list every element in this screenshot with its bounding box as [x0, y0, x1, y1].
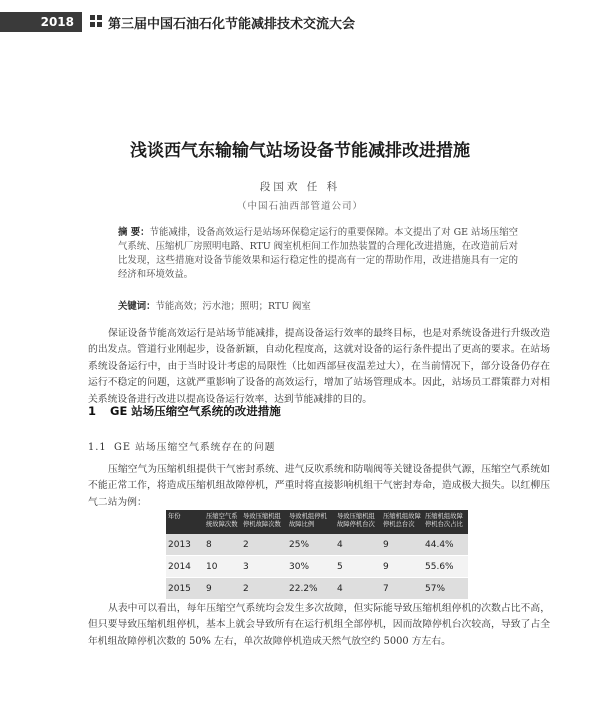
section-1-title: GE 站场压缩空气系统的改进措施 [110, 404, 281, 418]
table-cell: 7 [381, 578, 423, 600]
keywords [118, 298, 518, 312]
paper-authors: 段国欢 任 科 [259, 181, 341, 193]
fault-statistics-table [166, 510, 468, 600]
table-row [166, 534, 468, 556]
table-header-cell: 压缩机组故障停机台次占比 [423, 510, 468, 534]
table-cell: 22.2% [287, 578, 335, 600]
grid-icon [90, 15, 104, 29]
table-cell: 4 [335, 578, 381, 600]
intro-paragraph: 保证设备节能高效运行是站场节能减排，提高设备运行效率的最终目标，也是对系统设备进行升级改造的出发点。管道行业刚起步，设备新颖，自动化程度高，这就对设备的运行条件提出了更高的要求。在站场系统设备运行中，由于当时设计考虑的局限性（比如西部昼夜温差过大），在当前情况下，部分设备仍存在运行不稳定的问题，这就严重影响了设备的高效运行，增加了站场管理成本。因此，站场员工群策群力对相关系统设备进行改进以提高设备运行效率，达到节能减排的目的。 [88, 328, 550, 405]
after-table-paragraph: 从表中可以看出，每年压缩空气系统均会发生多次故障，但实际能导致压缩机组停机的次数占比不高，但只要导致压缩机组停机，基本上就会导致所有在运行机组全部停机，因而故障停机台次较高，导致了占全年机组故障停机次数的 50% 左右，单次故障停机造成天然气放空约 5000 方左右。 [88, 603, 550, 647]
table-cell: 2014 [166, 556, 204, 578]
paper-affiliation: （中国石油西部管道公司） [236, 201, 363, 212]
table-cell: 44.4% [423, 534, 468, 556]
table-header-cell: 年份 [166, 510, 204, 534]
table-cell: 30% [287, 556, 335, 578]
table-row [166, 578, 468, 600]
section-1-number: 1 [88, 404, 97, 418]
keywords-text: 节能高效；污水池；照明；RTU 阀室 [155, 301, 311, 312]
section-1-1-number: 1.1 [88, 442, 107, 453]
table-cell: 2 [241, 534, 287, 556]
section-1-1-paragraph: 压缩空气为压缩机组提供干气密封系统、进气反吹系统和防喘阀等关键设备提供气源，压缩空气系统如不能正常工作，将造成压缩机组故障停机，严重时将直接影响机组干气密封寿命，造成极大损失。以红柳压气二站为例： [88, 464, 550, 508]
paper-title: 浅谈西气东输输气站场设备节能减排改进措施 [130, 141, 470, 161]
table-cell: 2 [241, 578, 287, 600]
table-cell: 5 [335, 556, 381, 578]
table-cell: 4 [335, 534, 381, 556]
table-cell: 9 [381, 534, 423, 556]
table-header-cell: 压缩机组故障停机总台次 [381, 510, 423, 534]
table-cell: 9 [381, 556, 423, 578]
abstract-text: 节能减排，设备高效运行是站场环保稳定运行的重要保障。本文提出了对 GE 站场压缩空气系统、压缩机厂房照明电路、RTU 阀室机柜间工作加热装置的合理化改进措施，在改造前后对比发现，这些措施对设备节能效果和运行稳定性的提高有一定的帮助作用，改进措施具有一定的经济和环境效益。 [118, 227, 519, 280]
table-header-cell: 导致压缩机组故障停机台次 [335, 510, 381, 534]
abstract [118, 226, 518, 282]
year-badge: 2018 [0, 12, 82, 32]
section-1-heading [88, 403, 281, 419]
page-header [0, 12, 600, 34]
conference-title: 第三届中国石油石化节能减排技术交流大会 [108, 17, 356, 32]
table-cell: 8 [204, 534, 241, 556]
keywords-label: 关键词： [118, 301, 156, 312]
table-header-cell: 压缩空气系统故障次数 [204, 510, 241, 534]
table-header-cell: 导致机组停机故障比例 [287, 510, 335, 534]
table-cell: 10 [204, 556, 241, 578]
section-1-1-heading [88, 439, 275, 453]
table-header-cell: 导致压缩机组停机故障次数 [241, 510, 287, 534]
table-cell: 3 [241, 556, 287, 578]
table-cell: 2015 [166, 578, 204, 600]
abstract-label: 摘 要： [118, 227, 150, 238]
table-cell: 25% [287, 534, 335, 556]
section-1-1-title: GE 站场压缩空气系统存在的问题 [114, 442, 276, 453]
table-cell: 55.6% [423, 556, 468, 578]
table-cell: 57% [423, 578, 468, 600]
table-row [166, 556, 468, 578]
table-header-row [166, 510, 468, 534]
table-cell: 2013 [166, 534, 204, 556]
table-cell: 9 [204, 578, 241, 600]
